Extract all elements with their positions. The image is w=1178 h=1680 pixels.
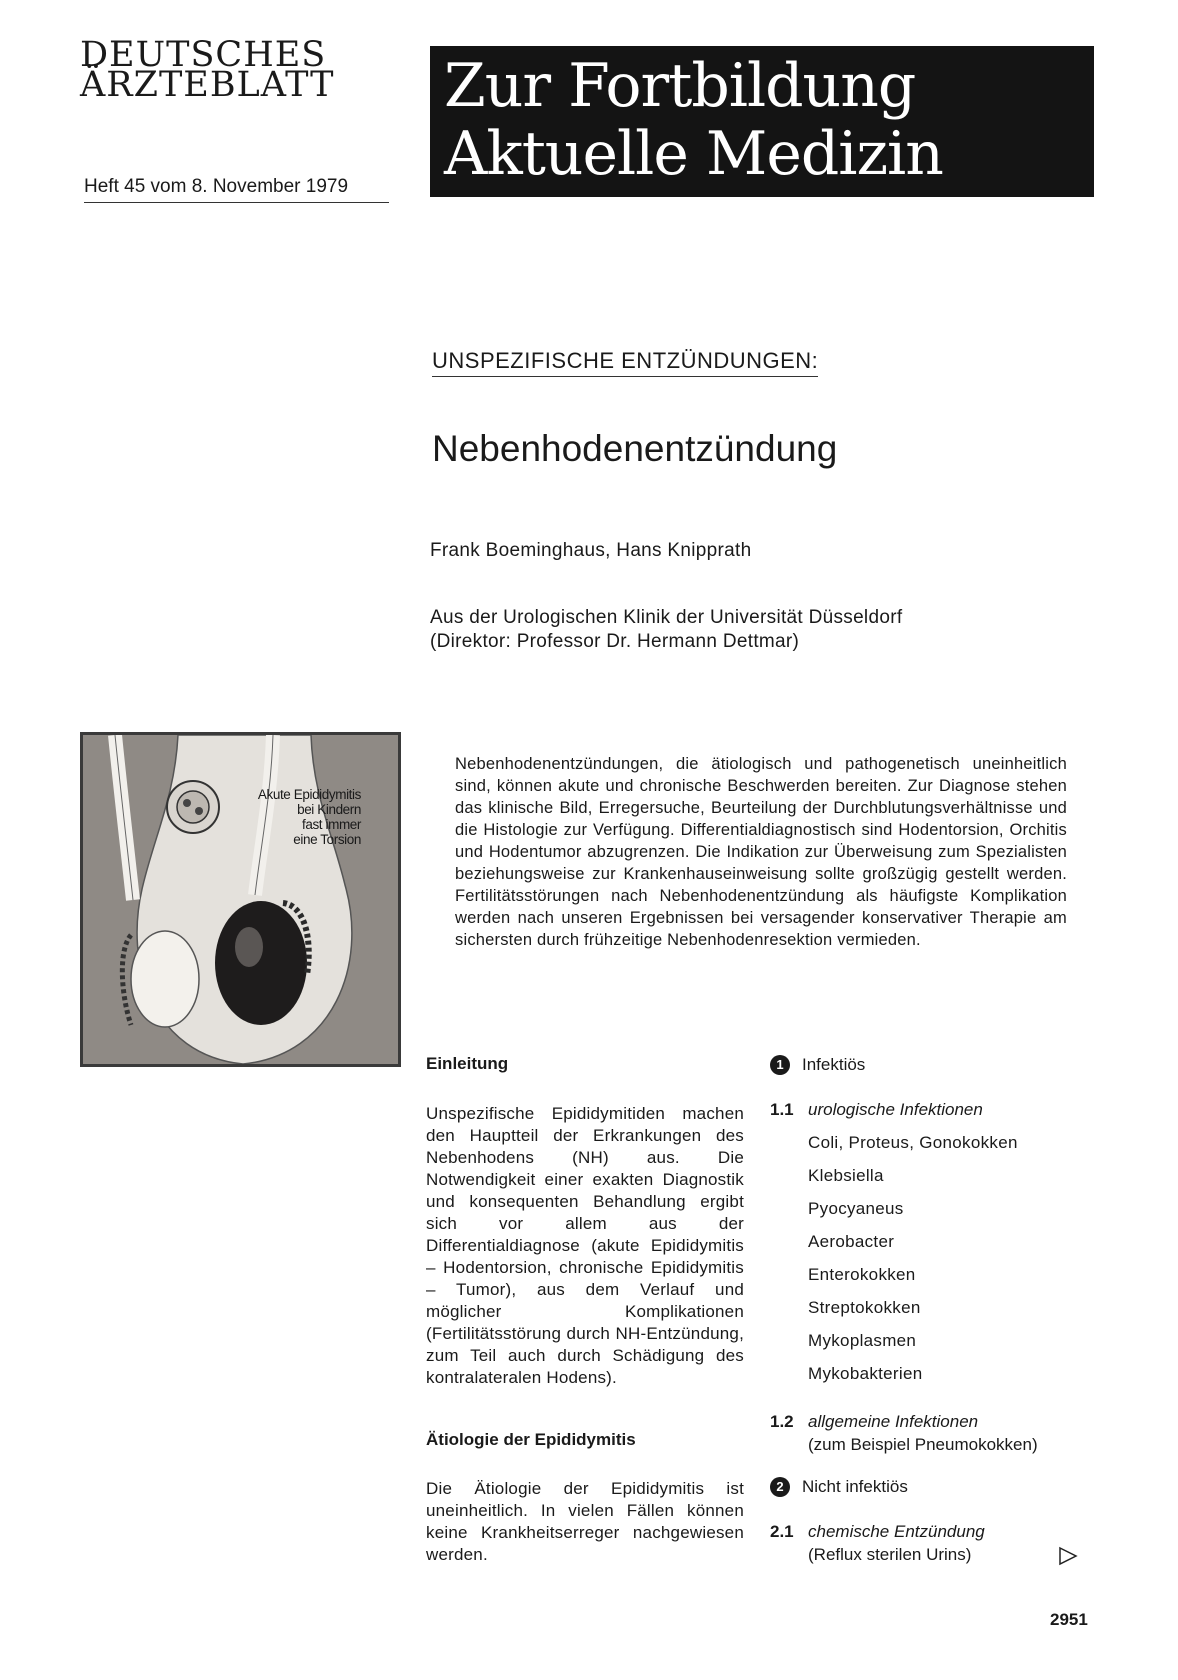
affiliation-line-1: Aus der Urologischen Klinik der Universität Düsseldorf xyxy=(430,607,903,628)
group-2 xyxy=(770,1477,908,1497)
group-1-label: Infektiös xyxy=(802,1055,866,1074)
article-authors: Frank Boeminghaus, Hans Knipprath xyxy=(430,540,752,561)
organism-item: Mykoplasmen xyxy=(808,1331,917,1350)
torsed-testis xyxy=(215,901,307,1025)
caption-line-4: eine Torsion xyxy=(293,832,361,847)
masthead-line-2: ÄRZTEBLATT xyxy=(80,65,335,105)
torsed-testis-highlight xyxy=(235,927,263,967)
issue-rule xyxy=(84,202,389,203)
article-kicker: UNSPEZIFISCHE ENTZÜNDUNGEN: xyxy=(432,348,818,377)
caption-line-2: bei Kindern xyxy=(297,802,361,817)
organism-item: Streptokokken xyxy=(808,1298,921,1317)
subgroup-2-1-label: chemische Entzündung xyxy=(808,1522,985,1541)
caption-line-1: Akute Epididymitis xyxy=(257,787,361,802)
organism-item: Coli, Proteus, Gonokokken xyxy=(808,1133,1018,1152)
section-banner xyxy=(430,46,1094,196)
article-affiliation xyxy=(430,606,902,654)
article-title: Nebenhodenentzündung xyxy=(432,428,838,469)
masthead-line-1: DEUTSCHES xyxy=(80,35,327,75)
illustration-drawing xyxy=(83,735,398,1064)
group-1-number: 1 xyxy=(770,1055,790,1075)
issue-info: Heft 45 vom 8. November 1979 xyxy=(84,176,349,197)
section-heading-aetiologie: Ätiologie der Epididymitis xyxy=(426,1430,636,1449)
caption-line-3: fast immer xyxy=(301,817,361,832)
healthy-epididymis xyxy=(122,935,131,1025)
cross-section-inner xyxy=(177,791,209,823)
subgroup-1-2-number: 1.2 xyxy=(770,1412,794,1431)
subgroup-1-1-label: urologische Infektionen xyxy=(808,1100,983,1119)
section-text-aetiologie: Die Ätiologie der Epididymitis ist uneinheitlich. In vielen Fällen können keine Krankheitserreger nachgewiesen werden. xyxy=(426,1479,744,1564)
subgroup-2-1-number: 2.1 xyxy=(770,1522,794,1541)
cross-section-vessel-1 xyxy=(183,799,191,807)
organism-item: Klebsiella xyxy=(808,1166,884,1185)
cross-section-vessel-2 xyxy=(195,807,203,815)
group-2-number: 2 xyxy=(770,1477,790,1497)
subgroup-1-1-number: 1.1 xyxy=(770,1100,794,1119)
organism-item: Pyocyaneus xyxy=(808,1199,904,1218)
subgroup-1-2-note: (zum Beispiel Pneumokokken) xyxy=(808,1435,1038,1454)
journal-masthead xyxy=(80,35,390,105)
group-2-label: Nicht infektiös xyxy=(802,1477,908,1496)
section-banner-line-2: Aktuelle Medizin xyxy=(444,119,943,189)
subgroup-2-1 xyxy=(770,1522,985,1542)
subgroup-1-2-label: allgemeine Infektionen xyxy=(808,1412,979,1431)
organism-item: Mykobakterien xyxy=(808,1364,923,1383)
illustration-caption xyxy=(235,787,361,847)
section-heading-einleitung: Einleitung xyxy=(426,1054,509,1073)
affiliation-line-2: (Direktor: Professor Dr. Hermann Dettmar) xyxy=(430,631,800,652)
section-banner-line-1: Zur Fortbildung xyxy=(444,51,916,121)
page-number: 2951 xyxy=(1050,1610,1088,1629)
continue-arrow-icon xyxy=(1058,1546,1078,1566)
organism-item: Enterokokken xyxy=(808,1265,916,1284)
organism-item: Aerobacter xyxy=(808,1232,895,1251)
section-text-einleitung: Unspezifische Epididymitiden machen den Hauptteil der Erkrankungen des Nebenhodens (NH) aus. Die Notwendigkeit einer exakten Diagnostik und konsequenten Behandlung ergibt sich vor allem aus der Differentialdiagnose (akute Epididymitis – Hodentorsion, chronische Epididymitis – Tumor), aus dem Verlauf und möglicher Komplikationen (Fertilitätsstörung durch NH-Entzündung, zum Teil auch durch Schädigung des kontralateralen Hodens). xyxy=(426,1104,744,1387)
healthy-testis xyxy=(131,931,199,1027)
subgroup-1-2 xyxy=(770,1412,978,1432)
subgroup-1-1 xyxy=(770,1100,983,1120)
subgroup-2-1-note: (Reflux sterilen Urins) xyxy=(808,1545,972,1564)
abstract: Nebenhodenentzündungen, die ätiologisch und pathogenetisch uneinheitlich sind, können akute und chronische Beschwerden bereiten. Zur Diagnose stehen das klinische Bild, Erregersuche, Beurteilung der Durchblutungsverhältnisse und die Histologie zur Verfügung. Differentialdiagnostisch sind Hodentorsion, Orchitis und Hodentumor abzugrenzen. Die Indikation zur Überweisung zum Spezialisten beziehungsweise zur Krankenhauseinweisung sollte großzügig gestellt werden. Fertilitätsstörungen nach Nebenhodenentzündung als häufigste Komplikation werden nach unseren Ergebnissen bei versagender konservativer Therapie am sichersten durch frühzeitige Nebenhodenresektion vermieden. xyxy=(455,755,1067,949)
group-1 xyxy=(770,1055,865,1075)
anatomical-illustration xyxy=(80,732,401,1067)
banner-rule xyxy=(430,195,1094,197)
